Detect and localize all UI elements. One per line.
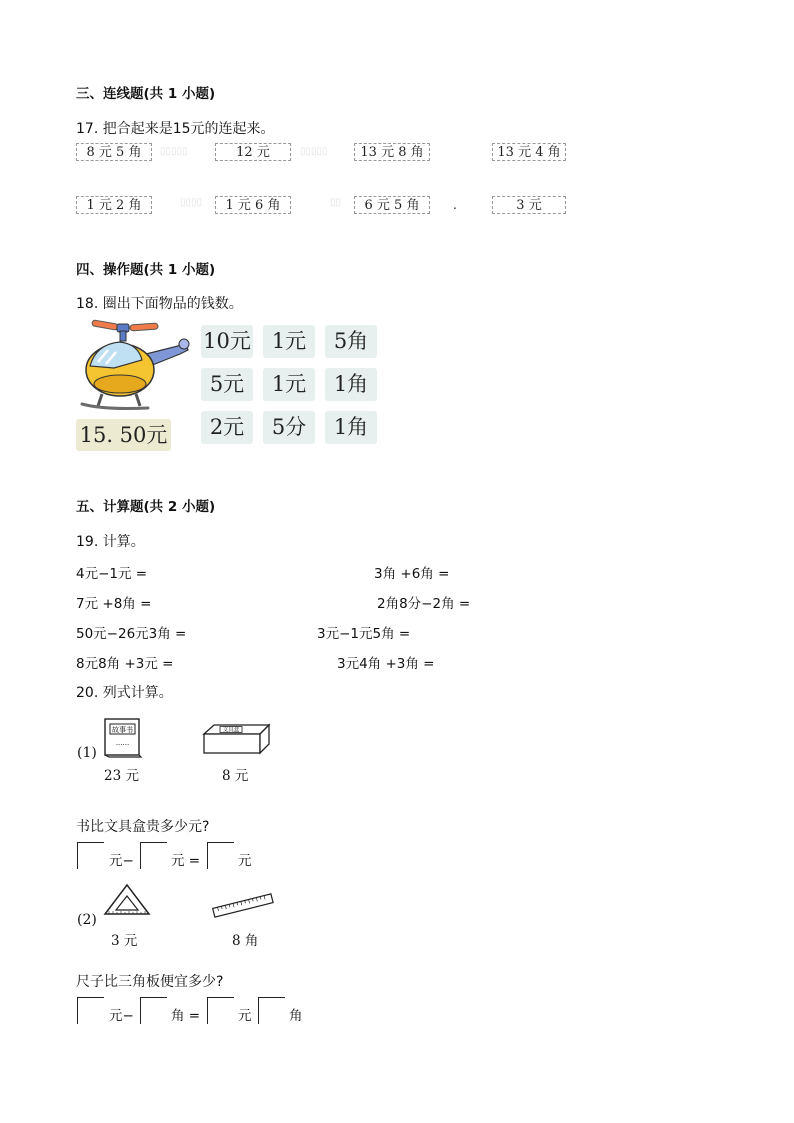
- unit-label: 元 =: [171, 853, 201, 869]
- coin-tile[interactable]: 2元: [201, 411, 253, 444]
- calc-item: 7元 +8角 =: [76, 596, 152, 612]
- answer-blank[interactable]: [77, 997, 104, 1024]
- part-2-question: 尺子比三角板便宜多少?: [76, 974, 224, 990]
- calc-item: 50元−26元3角 =: [76, 626, 187, 642]
- price-tag: 15. 50元: [76, 419, 171, 451]
- unit-label: 角: [289, 1008, 303, 1024]
- money-box-r2-1[interactable]: 1 元 2 角: [76, 196, 152, 214]
- unit-label: 角 =: [171, 1008, 201, 1024]
- book-price: 23 元: [104, 768, 139, 784]
- answer-blank[interactable]: [207, 997, 234, 1024]
- money-box-r1-1[interactable]: 8 元 5 角: [76, 143, 152, 161]
- ruler-icon: [210, 893, 276, 919]
- unit-label: 元−: [109, 853, 134, 869]
- section-4-title: 四、操作题(共 1 小题): [76, 262, 216, 278]
- unit-label: 元−: [109, 1008, 134, 1024]
- part-1-question: 书比文具盒贵多少元?: [76, 819, 210, 835]
- part-2-label: (2): [77, 912, 97, 928]
- coin-tile[interactable]: 1角: [325, 368, 377, 401]
- calc-item: 3元−1元5角 =: [317, 626, 411, 642]
- question-19: 19. 计算。: [76, 534, 145, 550]
- calc-item: 2角8分−2角 =: [377, 596, 471, 612]
- pencil-box-icon: [200, 722, 272, 756]
- money-box-r1-4[interactable]: 13 元 4 角: [492, 143, 566, 161]
- pencil-box-text: 文具盒: [222, 727, 240, 734]
- coin-tile[interactable]: 1角: [325, 411, 377, 444]
- book-cover-text: 故事书: [112, 726, 133, 734]
- calc-item: 8元8角 +3元 =: [76, 656, 174, 672]
- money-box-r1-2[interactable]: 12 元: [215, 143, 291, 161]
- answer-blank[interactable]: [207, 842, 234, 869]
- answer-blank[interactable]: [140, 842, 167, 869]
- question-17: 17. 把合起来是15元的连起来。: [76, 121, 275, 137]
- helicopter-icon: [74, 318, 196, 416]
- coin-tile[interactable]: 5角: [325, 325, 377, 358]
- money-box-r2-2[interactable]: 1 元 6 角: [215, 196, 291, 214]
- question-20: 20. 列式计算。: [76, 685, 173, 701]
- coin-tile[interactable]: 1元: [263, 368, 315, 401]
- triangle-price: 3 元: [111, 933, 138, 949]
- coin-tile[interactable]: 5分: [263, 411, 315, 444]
- part-1-label: (1): [77, 745, 97, 761]
- svg-text:......: ......: [115, 739, 130, 747]
- scan-artifact: ▯▯▯▯: [180, 197, 203, 208]
- question-18: 18. 圈出下面物品的钱数。: [76, 296, 243, 312]
- money-box-r2-3[interactable]: 6 元 5 角: [354, 196, 430, 214]
- calc-item: 3角 +6角 =: [374, 566, 450, 582]
- dot-mark: .: [453, 198, 457, 212]
- answer-blank[interactable]: [140, 997, 167, 1024]
- unit-label: 元: [238, 853, 252, 869]
- coin-tile[interactable]: 10元: [201, 325, 253, 358]
- calc-item: 3元4角 +3角 =: [337, 656, 435, 672]
- calc-item: 4元−1元 =: [76, 566, 148, 582]
- section-5-title: 五、计算题(共 2 小题): [76, 499, 216, 515]
- unit-label: 元: [238, 1008, 252, 1024]
- pencil-box-price: 8 元: [222, 768, 249, 784]
- scan-artifact: ▯▯▯▯▯: [160, 146, 188, 157]
- triangle-ruler-icon: [103, 883, 151, 917]
- scan-artifact: ▯▯: [330, 197, 342, 208]
- money-box-r1-3[interactable]: 13 元 8 角: [354, 143, 430, 161]
- section-3-title: 三、连线题(共 1 小题): [76, 86, 216, 102]
- coin-tile[interactable]: 5元: [201, 368, 253, 401]
- answer-blank[interactable]: [77, 842, 104, 869]
- coin-tile[interactable]: 1元: [263, 325, 315, 358]
- scan-artifact: ▯▯▯▯▯: [300, 146, 328, 157]
- money-box-r2-4[interactable]: 3 元: [492, 196, 566, 214]
- answer-blank[interactable]: [258, 997, 285, 1024]
- storybook-icon: [102, 716, 144, 758]
- ruler-price: 8 角: [232, 933, 259, 949]
